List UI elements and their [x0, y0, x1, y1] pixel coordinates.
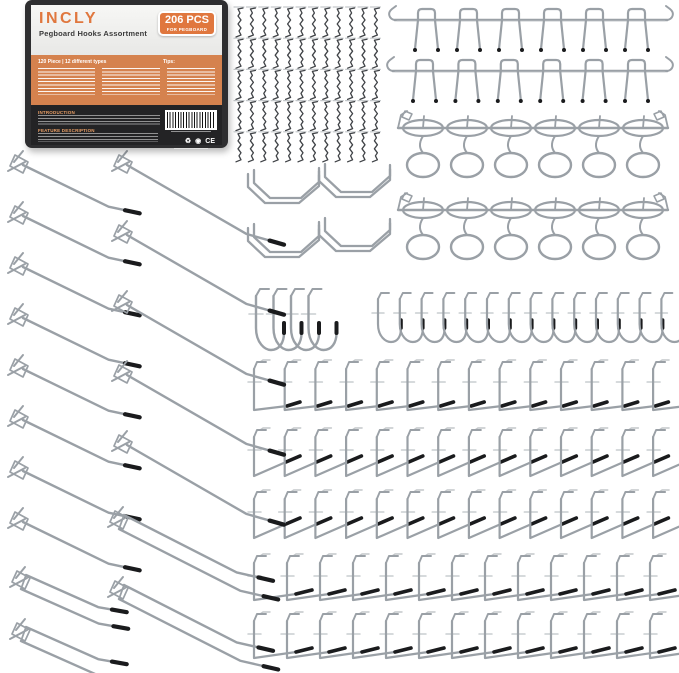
l-hooks-row-3	[248, 612, 679, 658]
made-in-text	[174, 148, 208, 151]
recycle-icon: ♻	[184, 138, 192, 145]
box-info-panel	[31, 55, 222, 105]
piece-count-badge	[158, 11, 216, 36]
panel-heading: 120 Piece | 12 different types	[38, 59, 107, 65]
six-prong-rail-1	[389, 6, 673, 52]
green-dot-icon: ◉	[195, 138, 202, 145]
fine-print-lines	[38, 68, 95, 95]
fine-print-lines	[102, 68, 159, 95]
j-hooks	[372, 293, 679, 342]
panel-heading-row	[38, 59, 215, 65]
tips-fine-print-lines	[167, 68, 215, 95]
feature-text-lines	[38, 133, 158, 142]
plier-holder-2	[319, 164, 390, 197]
ring-holder-rail-1	[398, 111, 668, 177]
brand-logo: INCLY	[39, 10, 99, 27]
barcode	[165, 110, 217, 130]
curved-hooks	[249, 289, 337, 350]
angled-hooks-row-1	[248, 428, 679, 476]
barcode-number	[171, 131, 211, 134]
double-hook-2	[10, 619, 128, 673]
tips-heading: Tips:	[163, 59, 175, 65]
plier-holder-1	[248, 170, 319, 203]
badge-count: 206 PCS	[164, 14, 209, 26]
certification-icons	[185, 138, 215, 145]
plier-holder-3	[248, 224, 319, 257]
double-hook-1	[10, 567, 128, 629]
box-header-area	[31, 5, 222, 55]
long-hooks-col-1	[8, 151, 140, 570]
barcode-area	[165, 110, 217, 134]
box-front-face	[31, 5, 222, 145]
feature-heading: FEATURE DESCRIPTION	[38, 128, 95, 133]
peg-lock-grid	[234, 7, 380, 162]
six-prong-rail-2	[387, 57, 673, 103]
box-bottom-panel	[31, 105, 222, 145]
product-box	[25, 0, 228, 148]
box-title: Pegboard Hooks Assortment	[39, 29, 148, 38]
ce-mark: CE	[205, 138, 215, 145]
double-hook-long-2	[108, 577, 278, 670]
introduction-text-lines	[38, 115, 160, 126]
plier-holder-4	[319, 218, 390, 251]
l-hooks-row-2	[248, 554, 679, 600]
ring-holder-rail-2	[398, 193, 668, 259]
l-hooks-row-1	[248, 360, 679, 410]
introduction-heading: INTRODUCTION	[38, 110, 75, 115]
double-hook-long-1	[108, 507, 278, 600]
panel-fine-print	[38, 68, 215, 95]
badge-subtitle: FOR PEGBOARD	[166, 26, 208, 32]
angled-hooks-row-2	[248, 490, 679, 538]
